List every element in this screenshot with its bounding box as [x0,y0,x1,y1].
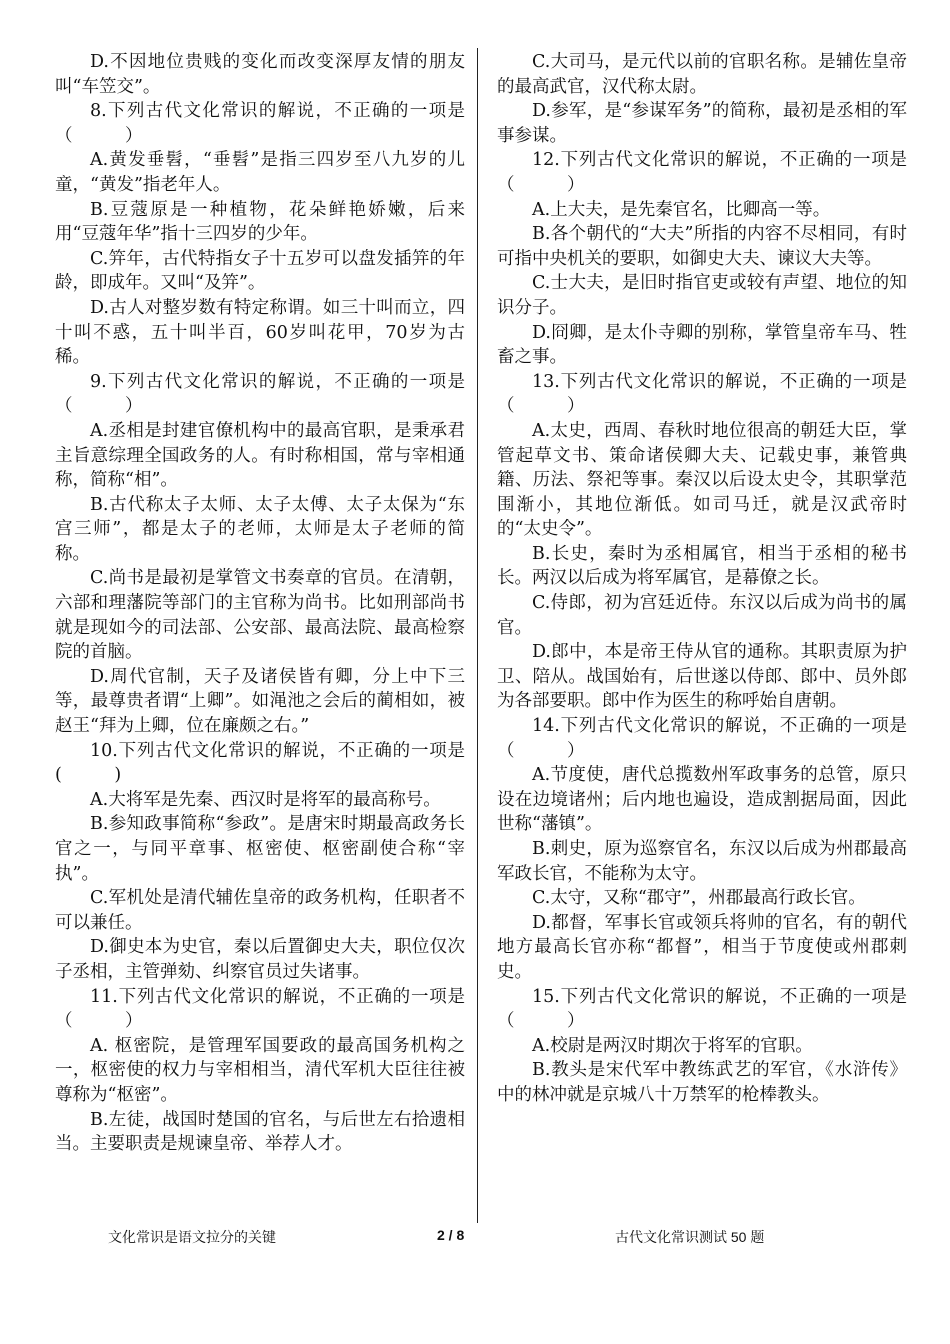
paragraph: 15.下列古代文化常识的解说，不正确的一项是（ ） [497,986,907,1032]
column-divider [477,48,478,1223]
paragraph: C.太守，又称“郡守”，州郡最高行政长官。 [532,888,866,909]
right-column [497,50,907,1108]
paragraph: A.太史，西周、春秋时地位很高的朝廷大臣，掌管起草文书、策命诸侯卿大夫、记载史事，兼管典籍、历法、祭祀等事。秦汉以后设太史令，其职掌范围渐小，其地位渐低。如司马迁，就是汉武帝时的“太史令”。 [497,420,907,540]
paragraph: 14.下列古代文化常识的解说，不正确的一项是（ ） [497,716,907,761]
paragraph: B.豆蔻原是一种植物，花朵鲜艳娇嫩，后来用“豆蔻年华”指十三四岁的少年。 [55,199,465,245]
paragraph: C.笄年，古代特指女子十五岁可以盘发插笄的年龄，即成年。又叫“及笄”。 [55,248,465,294]
paragraph: C.士大夫，是旧时指官吏或较有声望、地位的知识分子。 [497,273,907,318]
paragraph: D.冏卿，是太仆寺卿的别称，掌管皇帝车马、牲畜之事。 [497,322,907,368]
paragraph: D.都督，军事长官或领兵将帅的官名，有的朝代地方最高长官亦称“都督”，相当于节度使或州郡刺史。 [497,912,907,982]
paragraph: C.大司马，是元代以前的官职名称。是辅佐皇帝的最高武官，汉代称太尉。 [497,52,907,97]
paragraph: B.各个朝代的“大夫”所指的内容不尽相同，有时可指中央机关的要职，如御史大夫、谏议大夫等。 [497,224,907,269]
paragraph: 10.下列古代文化常识的解说，不正确的一项是( ) [55,740,465,786]
paragraph: A.大将军是先秦、西汉时是将军的最高称号。 [90,789,441,810]
paragraph: D.参军，是“参谋军务”的简称，最初是丞相的军事参谋。 [497,101,907,146]
footer-left-text: 文化常识是语文拉分的关键 [108,1229,276,1245]
paragraph: A.校尉是两汉时期次于将军的官职。 [532,1035,813,1056]
paragraph: 13.下列古代文化常识的解说，不正确的一项是（ ） [497,371,907,417]
paragraph: D.古人对整岁数有特定称谓。如三十叫而立，四十叫不惑，五十叫半百，60岁叫花甲，70岁为古稀。 [55,297,465,368]
paragraph: 8.下列古代文化常识的解说，不正确的一项是（ ） [55,101,465,146]
paragraph: A.丞相是封建官僚机构中的最高官职，是秉承君主旨意综理全国政务的人。有时称相国，常与宰相通称，简称“相”。 [55,420,465,491]
paragraph: A. 枢密院，是管理军国要政的最高国务机构之一，枢密使的权力与宰相相当，清代军机大臣往往被尊称为“枢密”。 [55,1035,465,1105]
paragraph: D.周代官制，天子及诸侯皆有卿，分上中下三等，最尊贵者谓“上卿”。如渑池之会后的蔺相如，被赵王“拜为上卿，位在廉颇之右。” [55,666,465,737]
paragraph: B.参知政事简称“参政”。是唐宋时期最高政务长官之一，与同平章事、枢密使、枢密副使合称“宰执”。 [55,814,465,884]
paragraph: A.节度使，唐代总揽数州军政事务的总管，原只设在边境诸州；后内地也遍设，造成割据局面，因此世称“藩镇”。 [497,765,907,835]
footer-right-text: 古代文化常识测试 50 题 [615,1229,765,1245]
paragraph: C.军机处是清代辅佐皇帝的政务机构，任职者不可以兼任。 [55,888,465,933]
paragraph: 9.下列古代文化常识的解说，不正确的一项是（ ） [55,371,465,417]
paragraph: D.不因地位贵贱的变化而改变深厚友情的朋友叫“车笠交”。 [55,52,465,97]
page-footer [0,1227,950,1249]
paragraph: B.古代称太子太师、太子太傅、太子太保为“东宫三师”，都是太子的老师，太师是太子老师的简称。 [55,494,465,564]
paragraph: 12.下列古代文化常识的解说，不正确的一项是（ ） [497,150,907,195]
paragraph: C.侍郎，初为宫廷近侍。东汉以后成为尚书的属官。 [497,593,907,638]
paragraph: A.黄发垂髫，“垂髫”是指三四岁至八九岁的儿童，“黄发”指老年人。 [55,150,465,195]
paragraph: D.御史本为史官，秦以后置御史大夫，职位仅次子丞相，主管弹劾、纠察官员过失诸事。 [55,937,465,982]
paragraph: B.刺史，原为巡察官名，东汉以后成为州郡最高军政长官，不能称为太守。 [497,839,907,884]
paragraph: A.上大夫，是先秦官名，比卿高一等。 [532,199,831,220]
paragraph: B.左徒，战国时楚国的官名，与后世左右拾遗相当。主要职责是规谏皇帝、举荐人才。 [55,1109,465,1155]
left-column [55,50,465,1157]
page-number: 2 / 8 [437,1227,465,1243]
paragraph: B.教头是宋代军中教练武艺的军官，《水浒传》中的林冲就是京城八十万禁军的枪棒教头。 [497,1060,907,1105]
paragraph: 11.下列古代文化常识的解说，不正确的一项是（ ） [55,986,465,1032]
paragraph: C.尚书是最初是掌管文书奏章的官员。在清朝，六部和理藩院等部门的主官称为尚书。比如刑部尚书就是现如今的司法部、公安部、最高法院、最高检察院的首脑。 [55,568,465,663]
paragraph: D.郎中，本是帝王侍从官的通称。其职责原为护卫、陪从。战国始有，后世遂以侍郎、郎中、员外郎为各部要职。郎中作为医生的称呼始自唐朝。 [497,642,907,712]
paragraph: B.长史，秦时为丞相属官，相当于丞相的秘书长。两汉以后成为将军属官，是幕僚之长。 [497,543,907,589]
